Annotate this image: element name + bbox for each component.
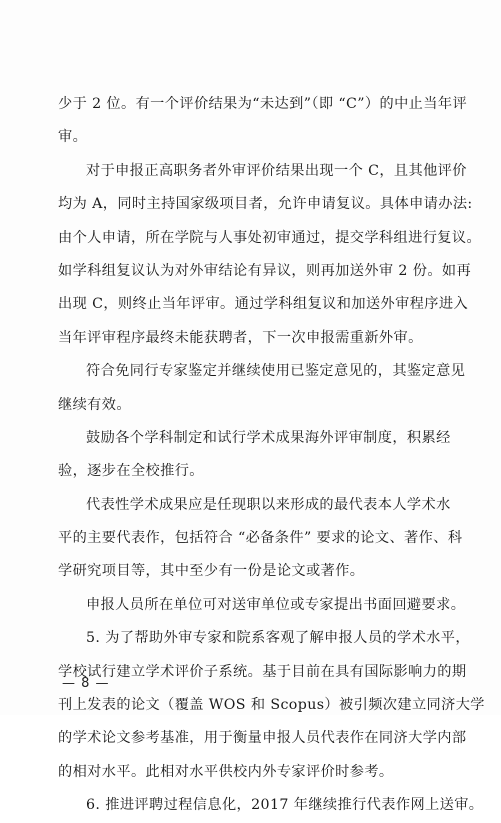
- page-number: — 8 —: [62, 676, 110, 691]
- text-line: 6. 推进评聘过程信息化，2017 年继续推行代表作网上送审。: [86, 797, 484, 814]
- text-line: 均为 A，同时主持国家级项目者，允许申请复议。具体申请办法:: [58, 196, 473, 213]
- text-line: 当年评审程序最终未能获聘者，下一次申报需重新外审。: [58, 329, 423, 346]
- paragraph-7: [58, 622, 485, 789]
- text-line: 的学术论文参考基准，用于衡量申报人员代表作在同济大学内部: [58, 730, 467, 747]
- paragraph-5: [58, 489, 463, 589]
- paragraph-8: [58, 789, 484, 822]
- text-line: 的相对水平。此相对水平供校内外专家评价时参考。: [58, 763, 394, 780]
- text-line: 5. 为了帮助外审专家和院系客观了解申报人员的学术水平，: [86, 630, 470, 647]
- text-line: 如学科组复议认为对外审结论有异议，则再加送外审 2 份。如再: [58, 262, 472, 279]
- text-line: 学校试行建立学术评价子系统。基于目前在具有国际影响力的期: [58, 663, 467, 680]
- text-line: 代表性学术成果应是任现职以来形成的最代表本人学术水: [86, 496, 451, 513]
- text-line: 符合免同行专家鉴定并继续使用已鉴定意见的，其鉴定意见: [86, 363, 466, 380]
- text-line: 出现 C，则终止当年评审。通过学科组复议和加送外审程序进入: [58, 296, 469, 313]
- text-line: 刊上发表的论文（覆盖 WOS 和 Scopus）被引频次建立同济大学: [58, 697, 485, 714]
- text-line: 验，逐步在全校推行。: [58, 463, 204, 480]
- text-line: 鼓励各个学科制定和试行学术成果海外评审制度，积累经: [86, 429, 451, 446]
- body-text: [58, 88, 485, 823]
- paragraph-6: [58, 589, 466, 622]
- paragraph-1: [58, 88, 468, 155]
- text-line: 平的主要代表作，包括符合 “必备条件” 要求的论文、著作、科: [58, 530, 463, 547]
- paragraph-2: [58, 155, 482, 355]
- text-line: 继续有效。: [58, 396, 131, 413]
- paragraph-4: [58, 422, 450, 489]
- text-line: 对于申报正高职务者外审评价结果出现一个 C，且其他评价: [86, 162, 467, 179]
- text-line: 审。: [58, 129, 88, 146]
- text-line: 少于 2 位。有一个评价结果为“未达到”（即 “C”）的中止当年评: [58, 96, 468, 112]
- text-line: 学研究项目等，其中至少有一份是论文或著作。: [58, 563, 365, 580]
- text-line: 申报人员所在单位可对送审单位或专家提出书面回避要求。: [86, 596, 466, 613]
- text-line: 由个人申请，所在学院与人事处初审通过，提交学科组进行复议。: [58, 229, 482, 246]
- paragraph-3: [58, 355, 466, 422]
